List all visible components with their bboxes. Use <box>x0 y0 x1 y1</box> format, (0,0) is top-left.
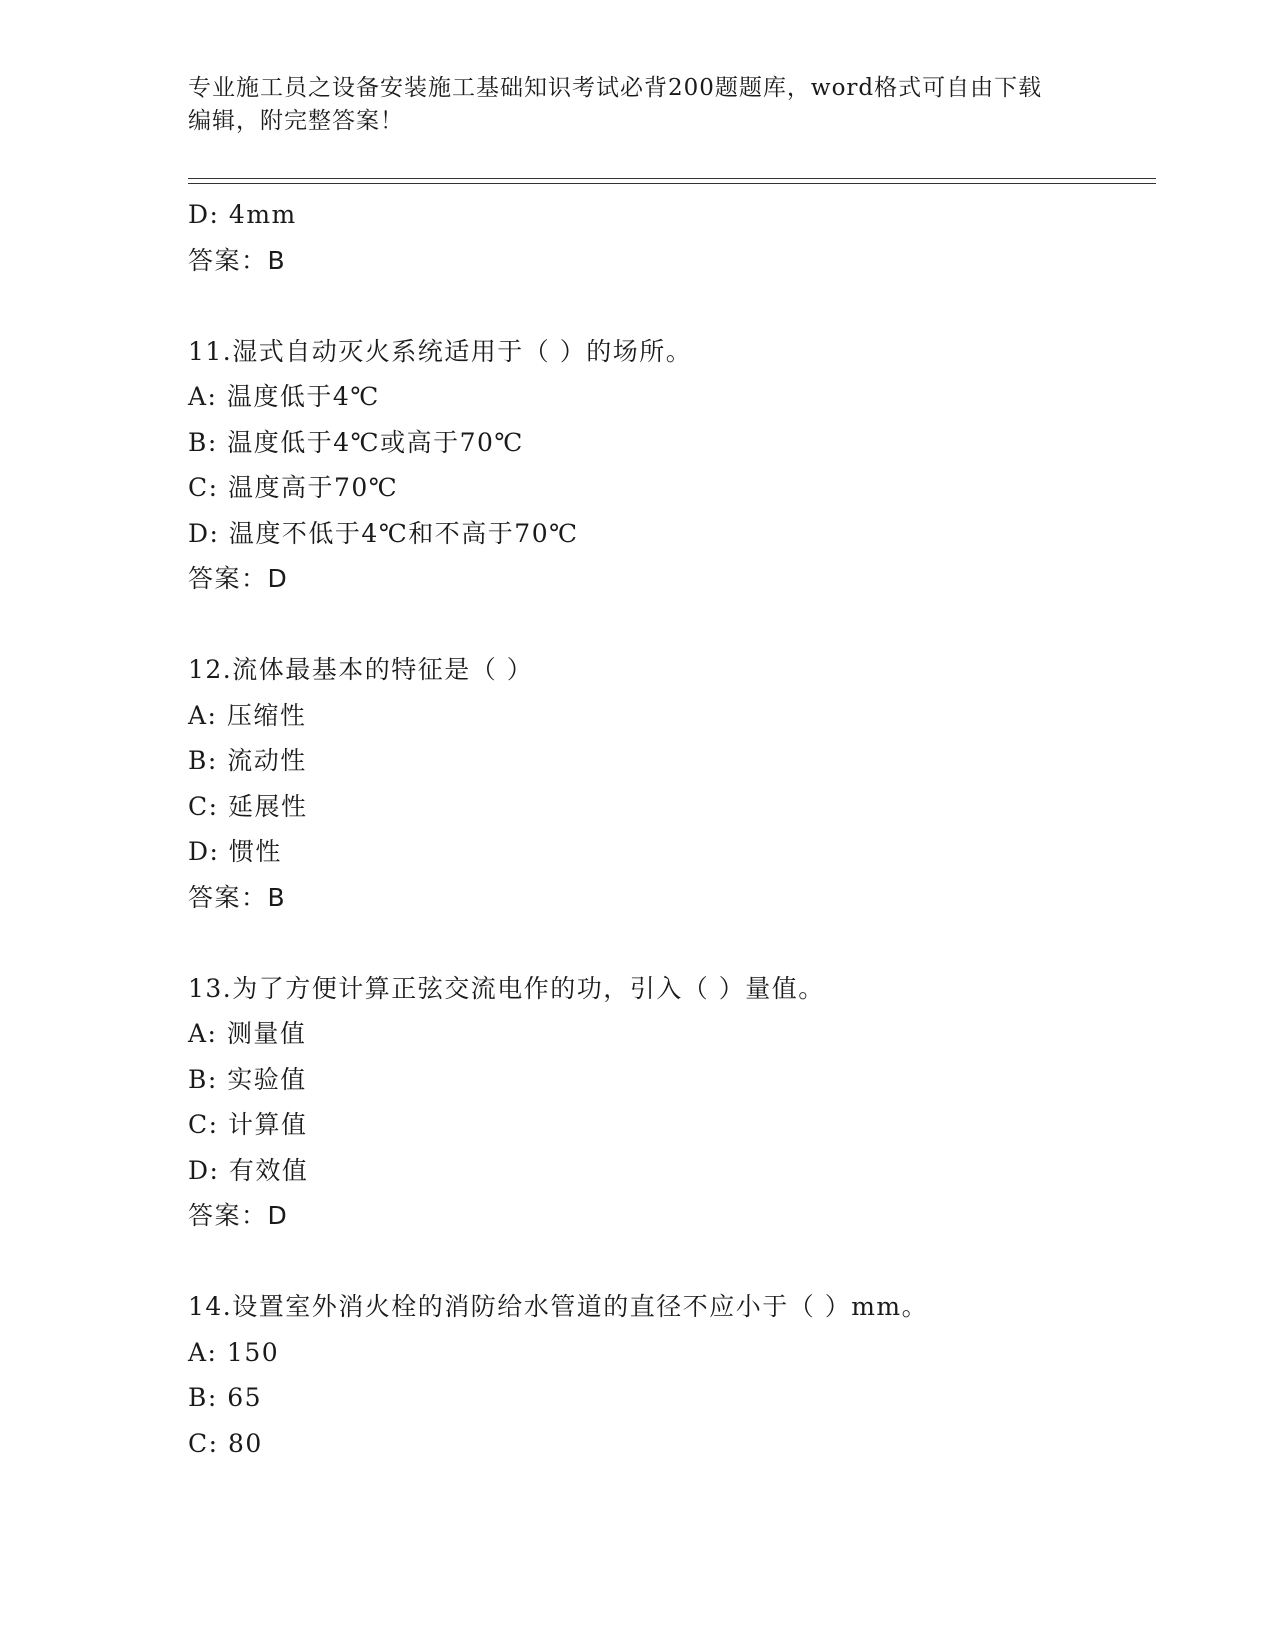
question-13 <box>188 966 1148 1239</box>
option-a: A: 150 <box>188 1337 280 1367</box>
question-14 <box>188 1284 1148 1466</box>
document-header <box>188 72 1088 138</box>
option-b: B: 流动性 <box>188 746 307 775</box>
header-title-line-2: 编辑，附完整答案！ <box>188 108 404 134</box>
option-d: D: 惯性 <box>188 837 282 866</box>
header-title-line-1: 专业施工员之设备安装施工基础知识考试必背200题题库，word格式可自由下载 <box>188 75 1043 101</box>
header-divider-bottom <box>188 183 1156 184</box>
question-list <box>188 192 1148 1466</box>
option-c: C: 80 <box>188 1428 263 1458</box>
option-a: A: 压缩性 <box>188 700 307 730</box>
question-11 <box>188 329 1148 602</box>
header-divider-top <box>188 178 1156 179</box>
question-12 <box>188 647 1148 920</box>
option-c: C: 延展性 <box>188 791 308 821</box>
option-c: C: 温度高于70℃ <box>188 473 399 502</box>
question-stem: 14.设置室外消火栓的消防给水管道的直径不应小于（ ）mm。 <box>188 1292 929 1321</box>
answer: 答案：B <box>188 882 287 912</box>
spacer <box>188 1239 1148 1285</box>
option-b: B: 65 <box>188 1383 263 1412</box>
option-d: D: 有效值 <box>188 1155 309 1185</box>
spacer <box>188 283 1148 329</box>
question-stem: 12.流体最基本的特征是（ ） <box>188 655 534 684</box>
spacer <box>188 602 1148 648</box>
option-b: B: 温度低于4℃或高于70℃ <box>188 427 524 457</box>
question-stem: 11.湿式自动灭火系统适用于（ ）的场所。 <box>188 336 693 366</box>
answer: 答案：D <box>188 1201 289 1230</box>
prev-option-d: D: 4mm <box>188 200 297 229</box>
answer: 答案：D <box>188 564 289 593</box>
question-stem: 13.为了方便计算正弦交流电作的功，引入（ ）量值。 <box>188 973 825 1003</box>
prev-answer: 答案：B <box>188 245 287 275</box>
spacer <box>188 920 1148 966</box>
option-a: A: 测量值 <box>188 1019 307 1048</box>
option-c: C: 计算值 <box>188 1110 308 1139</box>
option-b: B: 实验值 <box>188 1064 307 1094</box>
option-d: D: 温度不低于4℃和不高于70℃ <box>188 518 579 548</box>
option-a: A: 温度低于4℃ <box>188 382 380 411</box>
